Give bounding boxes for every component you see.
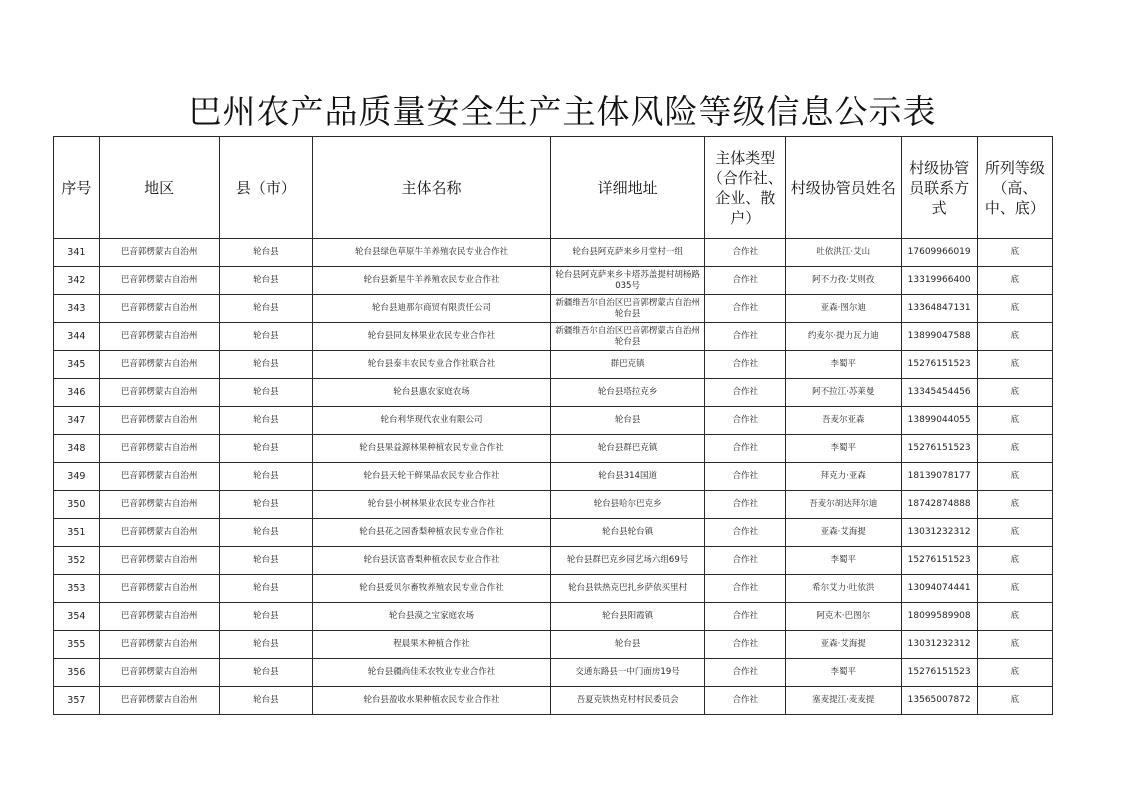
table-row — [54, 407, 1053, 435]
document-title: 巴州农产品质量安全生产主体风险等级信息公示表 — [188, 92, 937, 131]
cell-entity-type: 合作社 — [705, 575, 786, 603]
cell-region: 巴音郭楞蒙古自治州 — [99, 687, 219, 715]
cell-region: 巴音郭楞蒙古自治州 — [99, 407, 219, 435]
cell-entity-type: 合作社 — [705, 435, 786, 463]
cell-officer-name: 李蜀平 — [786, 547, 901, 575]
header-county: 县（市） — [219, 137, 313, 239]
cell-entity-type: 合作社 — [705, 659, 786, 687]
cell-entity-type: 合作社 — [705, 603, 786, 631]
cell-officer-phone: 13319966400 — [901, 267, 977, 295]
cell-region: 巴音郭楞蒙古自治州 — [99, 239, 219, 267]
cell-entity-type: 合作社 — [705, 687, 786, 715]
cell-address: 轮台县 — [550, 631, 705, 659]
header-risk-level: 所列等级（高、中、底） — [977, 137, 1052, 239]
cell-address: 群巴克镇 — [550, 351, 705, 379]
cell-entity-name: 轮台县果益源林果种植农民专业合作社 — [313, 435, 550, 463]
cell-county: 轮台县 — [219, 407, 313, 435]
cell-entity-name: 轮台县盈收水果种植农民专业合作社 — [313, 687, 550, 715]
cell-serial: 354 — [54, 603, 100, 631]
cell-officer-phone: 18099589908 — [901, 603, 977, 631]
table-row — [54, 267, 1053, 295]
cell-address: 轮台县阿克萨来乡月堂村一组 — [550, 239, 705, 267]
header-entity-name: 主体名称 — [313, 137, 550, 239]
table-row — [54, 659, 1053, 687]
cell-entity-type: 合作社 — [705, 351, 786, 379]
cell-county: 轮台县 — [219, 687, 313, 715]
cell-serial: 351 — [54, 519, 100, 547]
cell-county: 轮台县 — [219, 491, 313, 519]
cell-risk-level: 底 — [977, 407, 1052, 435]
cell-risk-level: 底 — [977, 519, 1052, 547]
cell-officer-name: 约麦尔·提力瓦力迪 — [786, 323, 901, 351]
table-row — [54, 519, 1053, 547]
cell-officer-name: 阿不拉江·苏莱曼 — [786, 379, 901, 407]
cell-county: 轮台县 — [219, 659, 313, 687]
cell-address: 轮台县轮台镇 — [550, 519, 705, 547]
cell-officer-name: 塞麦提江·麦麦提 — [786, 687, 901, 715]
cell-serial: 350 — [54, 491, 100, 519]
cell-officer-phone: 13364847131 — [901, 295, 977, 323]
table-row — [54, 491, 1053, 519]
cell-county: 轮台县 — [219, 379, 313, 407]
table-row — [54, 575, 1053, 603]
cell-officer-phone: 15276151523 — [901, 435, 977, 463]
cell-risk-level: 底 — [977, 687, 1052, 715]
table-row — [54, 547, 1053, 575]
table-row — [54, 463, 1053, 491]
cell-officer-name: 亚森·艾海提 — [786, 519, 901, 547]
cell-address: 轮台县群巴克镇 — [550, 435, 705, 463]
cell-entity-name: 轮台县小树林果业农民专业合作社 — [313, 491, 550, 519]
cell-officer-name: 亚森·艾海提 — [786, 631, 901, 659]
cell-region: 巴音郭楞蒙古自治州 — [99, 631, 219, 659]
cell-region: 巴音郭楞蒙古自治州 — [99, 435, 219, 463]
cell-officer-phone: 13345454456 — [901, 379, 977, 407]
cell-region: 巴音郭楞蒙古自治州 — [99, 575, 219, 603]
cell-officer-name: 李蜀平 — [786, 659, 901, 687]
cell-county: 轮台县 — [219, 435, 313, 463]
cell-officer-name: 吾麦尔胡达拜尔迪 — [786, 491, 901, 519]
header-entity-type: 主体类型（合作社、企业、散户） — [705, 137, 786, 239]
cell-region: 巴音郭楞蒙古自治州 — [99, 659, 219, 687]
cell-entity-name: 轮台县惠农家庭农场 — [313, 379, 550, 407]
table-row — [54, 603, 1053, 631]
cell-address: 轮台县阳霞镇 — [550, 603, 705, 631]
cell-entity-name: 轮台县泰丰农民专业合作社联合社 — [313, 351, 550, 379]
table-row — [54, 239, 1053, 267]
cell-officer-name: 吐依洪江·艾山 — [786, 239, 901, 267]
cell-risk-level: 底 — [977, 351, 1052, 379]
cell-risk-level: 底 — [977, 603, 1052, 631]
cell-risk-level: 底 — [977, 575, 1052, 603]
cell-officer-phone: 18139078177 — [901, 463, 977, 491]
cell-serial: 343 — [54, 295, 100, 323]
cell-region: 巴音郭楞蒙古自治州 — [99, 491, 219, 519]
cell-address: 新疆维吾尔自治区巴音郭楞蒙古自治州轮台县 — [550, 295, 705, 323]
cell-risk-level: 底 — [977, 379, 1052, 407]
cell-region: 巴音郭楞蒙古自治州 — [99, 519, 219, 547]
table-row — [54, 295, 1053, 323]
cell-risk-level: 底 — [977, 323, 1052, 351]
cell-address: 新疆维吾尔自治区巴音郭楞蒙古自治州轮台县 — [550, 323, 705, 351]
table-body — [54, 239, 1053, 715]
cell-county: 轮台县 — [219, 603, 313, 631]
cell-address: 轮台县塔拉克乡 — [550, 379, 705, 407]
cell-serial: 347 — [54, 407, 100, 435]
cell-risk-level: 底 — [977, 435, 1052, 463]
cell-region: 巴音郭楞蒙古自治州 — [99, 351, 219, 379]
cell-entity-type: 合作社 — [705, 239, 786, 267]
header-serial: 序号 — [54, 137, 100, 239]
cell-entity-type: 合作社 — [705, 323, 786, 351]
cell-entity-name: 轮台县同友林果业农民专业合作社 — [313, 323, 550, 351]
cell-entity-type: 合作社 — [705, 631, 786, 659]
cell-officer-phone: 13899047588 — [901, 323, 977, 351]
cell-entity-type: 合作社 — [705, 463, 786, 491]
cell-county: 轮台县 — [219, 519, 313, 547]
table-row — [54, 351, 1053, 379]
cell-risk-level: 底 — [977, 659, 1052, 687]
cell-county: 轮台县 — [219, 267, 313, 295]
header-officer-name: 村级协管员姓名 — [786, 137, 901, 239]
cell-region: 巴音郭楞蒙古自治州 — [99, 547, 219, 575]
cell-risk-level: 底 — [977, 295, 1052, 323]
cell-address: 轮台县铁热克巴扎乡萨依买里村 — [550, 575, 705, 603]
cell-region: 巴音郭楞蒙古自治州 — [99, 463, 219, 491]
cell-serial: 344 — [54, 323, 100, 351]
cell-entity-name: 轮台县爱贝尔畜牧养殖农民专业合作社 — [313, 575, 550, 603]
cell-risk-level: 底 — [977, 547, 1052, 575]
cell-address: 轮台县 — [550, 407, 705, 435]
cell-risk-level: 底 — [977, 491, 1052, 519]
cell-region: 巴音郭楞蒙古自治州 — [99, 323, 219, 351]
cell-county: 轮台县 — [219, 631, 313, 659]
cell-risk-level: 底 — [977, 463, 1052, 491]
cell-county: 轮台县 — [219, 239, 313, 267]
header-region: 地区 — [99, 137, 219, 239]
header-address: 详细地址 — [550, 137, 705, 239]
cell-officer-name: 李蜀平 — [786, 435, 901, 463]
cell-entity-name: 程晨果木种植合作社 — [313, 631, 550, 659]
cell-region: 巴音郭楞蒙古自治州 — [99, 603, 219, 631]
cell-entity-type: 合作社 — [705, 379, 786, 407]
cell-serial: 341 — [54, 239, 100, 267]
cell-region: 巴音郭楞蒙古自治州 — [99, 267, 219, 295]
cell-officer-name: 李蜀平 — [786, 351, 901, 379]
cell-officer-phone: 13031232312 — [901, 519, 977, 547]
table-row — [54, 435, 1053, 463]
cell-address: 轮台县314国道 — [550, 463, 705, 491]
cell-entity-name: 轮台县花之园香梨种植农民专业合作社 — [313, 519, 550, 547]
cell-officer-name: 阿不力孜·艾则孜 — [786, 267, 901, 295]
cell-serial: 356 — [54, 659, 100, 687]
cell-serial: 346 — [54, 379, 100, 407]
cell-officer-phone: 15276151523 — [901, 547, 977, 575]
cell-serial: 349 — [54, 463, 100, 491]
cell-officer-name: 拜克力·亚森 — [786, 463, 901, 491]
cell-entity-type: 合作社 — [705, 491, 786, 519]
table-header-row — [54, 137, 1053, 239]
cell-risk-level: 底 — [977, 631, 1052, 659]
cell-entity-type: 合作社 — [705, 295, 786, 323]
cell-entity-name: 轮台县迪那尔商贸有限责任公司 — [313, 295, 550, 323]
cell-officer-name: 阿克木·巴图尔 — [786, 603, 901, 631]
cell-county: 轮台县 — [219, 295, 313, 323]
table-row — [54, 631, 1053, 659]
cell-risk-level: 底 — [977, 267, 1052, 295]
cell-county: 轮台县 — [219, 575, 313, 603]
cell-serial: 352 — [54, 547, 100, 575]
cell-risk-level: 底 — [977, 239, 1052, 267]
header-officer-phone: 村级协管员联系方式 — [901, 137, 977, 239]
cell-county: 轮台县 — [219, 351, 313, 379]
cell-county: 轮台县 — [219, 463, 313, 491]
cell-entity-name: 轮台县漠之宝家庭农场 — [313, 603, 550, 631]
cell-address: 轮台县阿克萨来乡卡塔苏盖提村胡杨路035号 — [550, 267, 705, 295]
table-row — [54, 379, 1053, 407]
cell-serial: 353 — [54, 575, 100, 603]
cell-serial: 355 — [54, 631, 100, 659]
cell-officer-phone: 17609966019 — [901, 239, 977, 267]
cell-officer-phone: 15276151523 — [901, 351, 977, 379]
cell-officer-phone: 15276151523 — [901, 659, 977, 687]
cell-serial: 342 — [54, 267, 100, 295]
cell-region: 巴音郭楞蒙古自治州 — [99, 295, 219, 323]
cell-county: 轮台县 — [219, 323, 313, 351]
cell-officer-phone: 13031232312 — [901, 631, 977, 659]
cell-county: 轮台县 — [219, 547, 313, 575]
cell-entity-name: 轮台利华现代农业有限公司 — [313, 407, 550, 435]
cell-officer-phone: 18742874888 — [901, 491, 977, 519]
cell-serial: 357 — [54, 687, 100, 715]
cell-region: 巴音郭楞蒙古自治州 — [99, 379, 219, 407]
cell-officer-name: 希尔艾力·吐依洪 — [786, 575, 901, 603]
cell-entity-name: 轮台县疆尚佳禾农牧业专业合作社 — [313, 659, 550, 687]
cell-address: 吾夏克铁热克村村民委员会 — [550, 687, 705, 715]
cell-officer-phone: 13565007872 — [901, 687, 977, 715]
cell-entity-type: 合作社 — [705, 407, 786, 435]
cell-officer-phone: 13094074441 — [901, 575, 977, 603]
cell-address: 交通东路县一中门面房19号 — [550, 659, 705, 687]
cell-address: 轮台县哈尔巴克乡 — [550, 491, 705, 519]
cell-entity-name: 轮台县天轮干鲜果品农民专业合作社 — [313, 463, 550, 491]
risk-level-table — [53, 136, 1053, 715]
cell-officer-name: 亚森·图尔迪 — [786, 295, 901, 323]
cell-entity-type: 合作社 — [705, 267, 786, 295]
cell-entity-name: 轮台县新星牛羊养殖农民专业合作社 — [313, 267, 550, 295]
cell-officer-phone: 13899044055 — [901, 407, 977, 435]
table-row — [54, 323, 1053, 351]
cell-entity-name: 轮台县沃富香梨种植农民专业合作社 — [313, 547, 550, 575]
table-row — [54, 687, 1053, 715]
cell-entity-type: 合作社 — [705, 547, 786, 575]
cell-address: 轮台县群巴克乡园艺场六组69号 — [550, 547, 705, 575]
cell-entity-type: 合作社 — [705, 519, 786, 547]
cell-officer-name: 吾麦尔亚森 — [786, 407, 901, 435]
cell-serial: 348 — [54, 435, 100, 463]
cell-serial: 345 — [54, 351, 100, 379]
cell-entity-name: 轮台县绿色草原牛羊养殖农民专业合作社 — [313, 239, 550, 267]
